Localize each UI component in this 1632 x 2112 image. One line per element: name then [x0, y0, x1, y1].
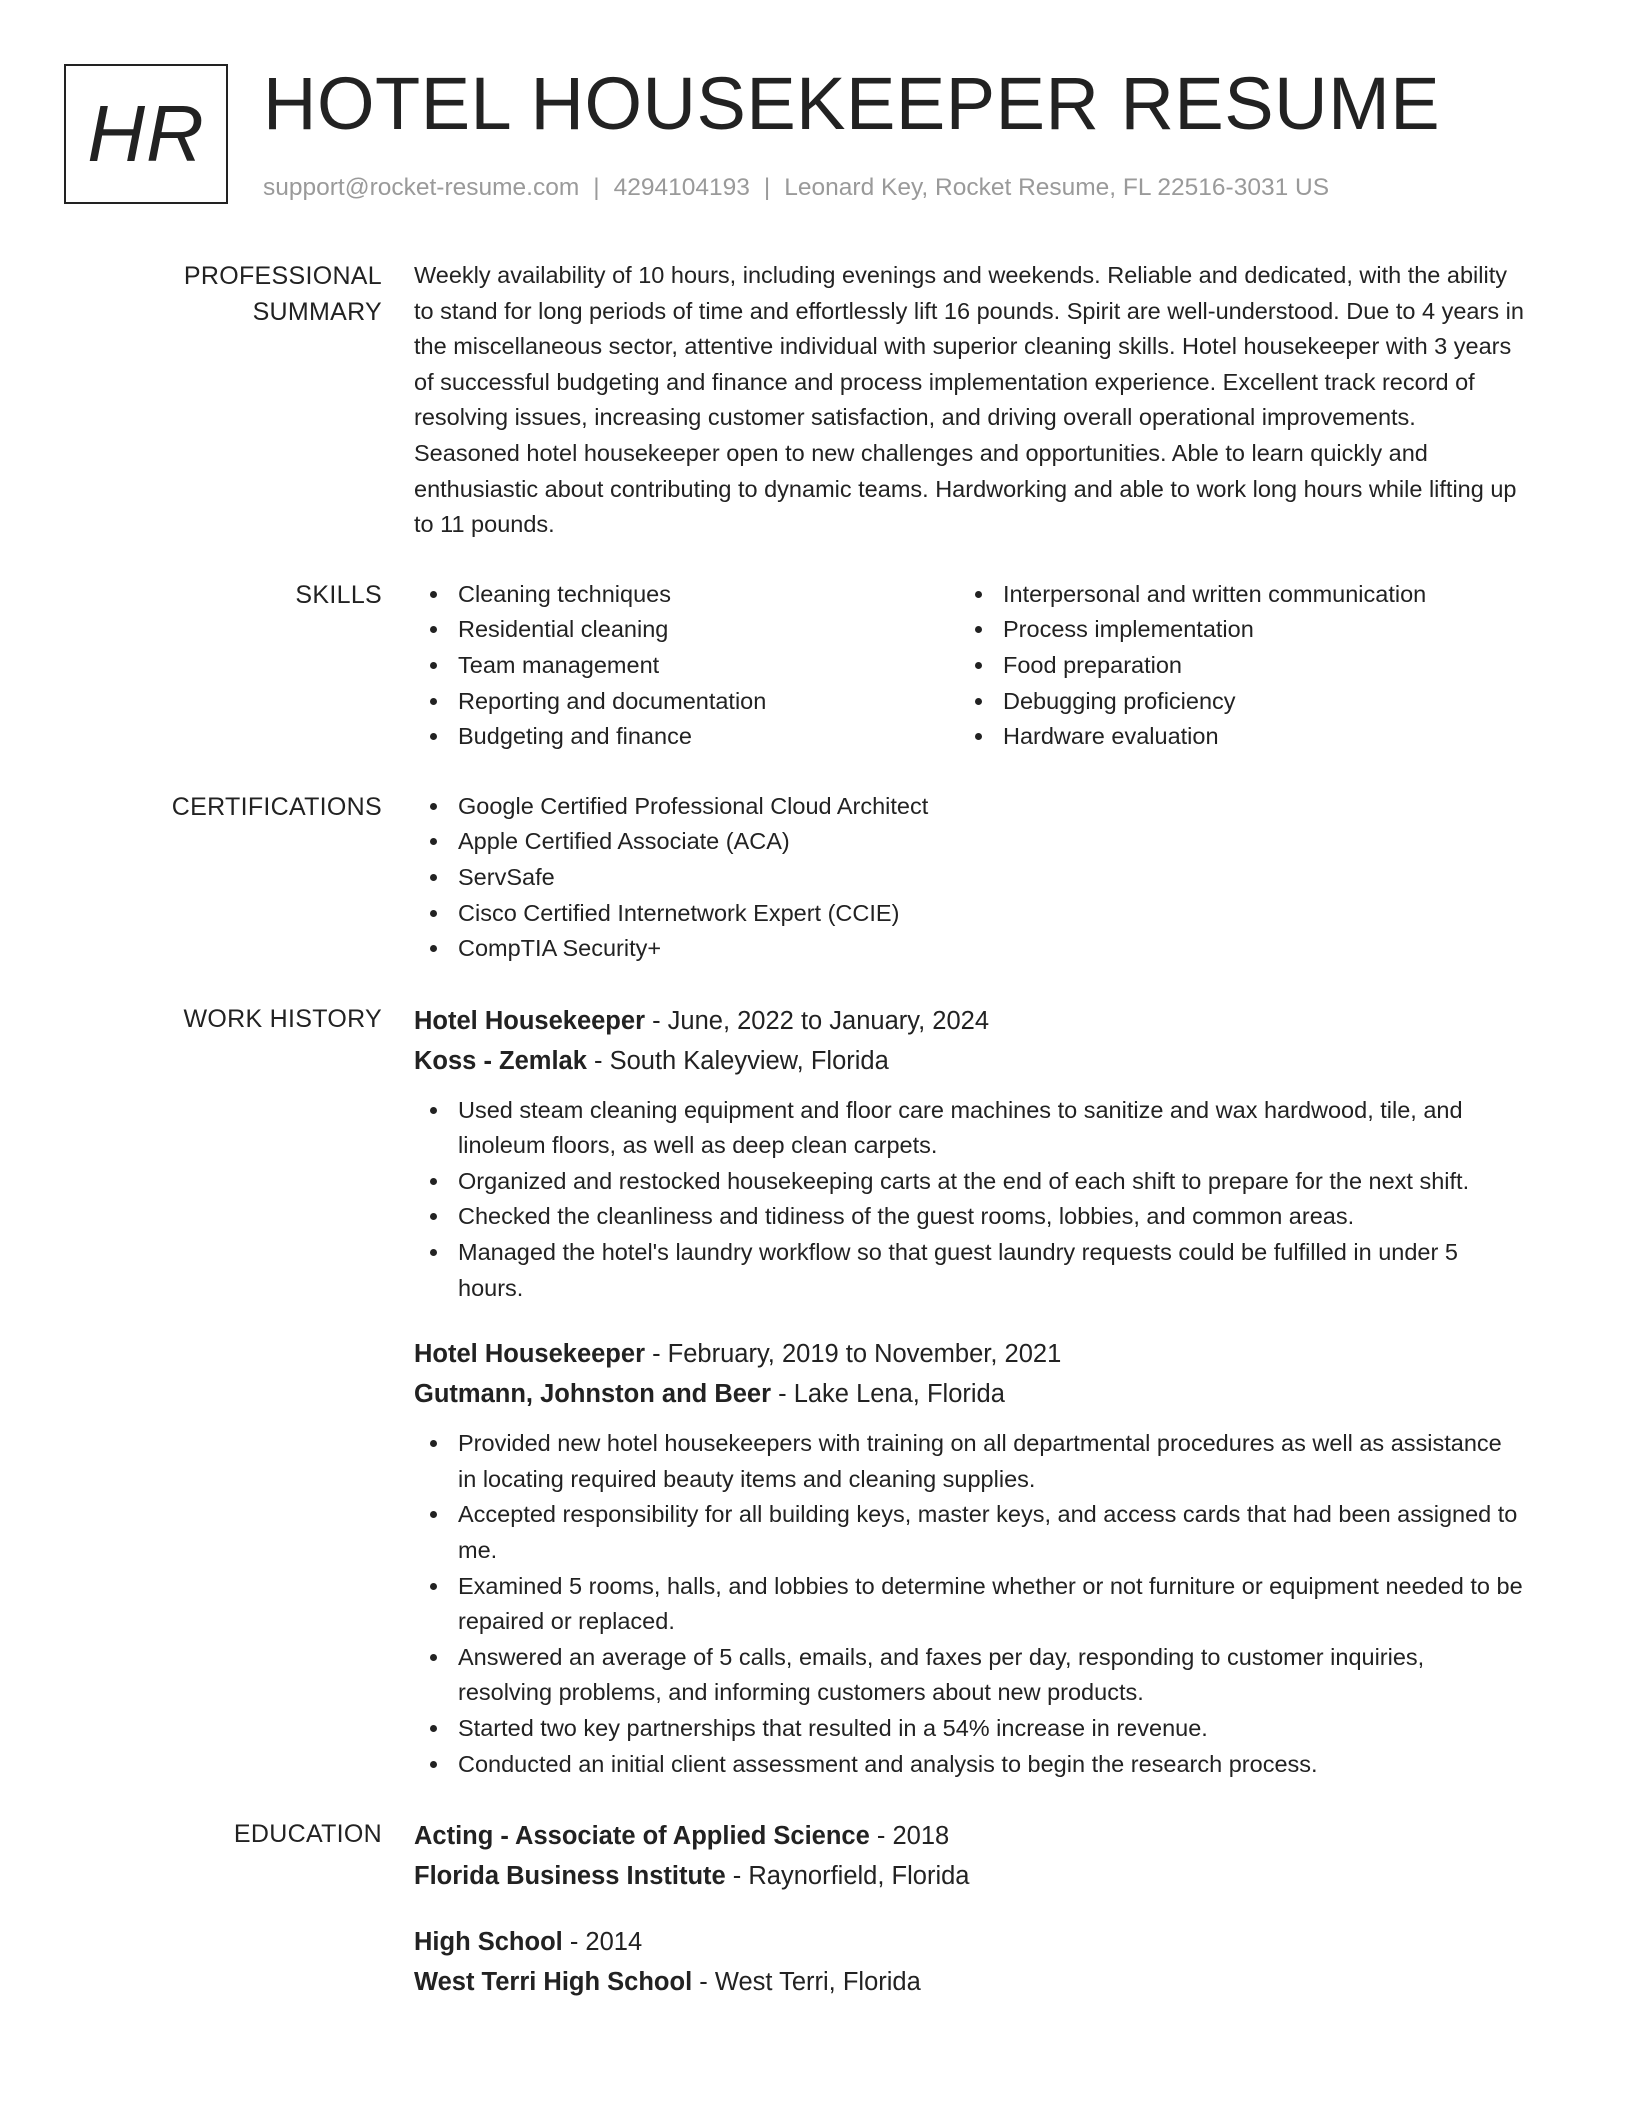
- job-bullets: [414, 1093, 1524, 1307]
- contact-separator: |: [763, 174, 771, 201]
- job-bullet: Used steam cleaning equipment and floor care machines to sanitize and wax hardwood, tile, and linoleum floors, as well as deep clean carpets.: [414, 1093, 1524, 1164]
- resume-content: [64, 258, 1574, 2036]
- section-skills: [64, 577, 1574, 755]
- summary-text: Weekly availability of 10 hours, including evenings and weekends. Reliable and dedicated, with the ability to stand for long periods of time and effortlessly lift 16 pounds. Spirit are well-understood. Due to 4 years in the miscellaneous sector, attentive individual with superior cleaning skills. Hotel housekeeper with 3 years of successful budgeting and finance and process implementation experience. Excellent track record of resolving issues, increasing customer satisfaction, and driving overall operational improvements. Seasoned hotel housekeeper open to new challenges and opportunities. Able to learn quickly and enthusiastic about contributing to dynamic teams. Hardworking and able to work long hours while lifting up to 11 pounds.: [414, 262, 1524, 538]
- certifications-list: [414, 789, 1524, 967]
- section-professional-summary: [64, 258, 1574, 543]
- resume-header: [64, 64, 1564, 214]
- job-title: Hotel Housekeeper: [414, 1340, 645, 1369]
- skill-item: Reporting and documentation: [414, 684, 959, 720]
- section-label: SKILLS: [295, 580, 382, 609]
- section-label: CERTIFICATIONS: [171, 792, 382, 821]
- skill-item: Residential cleaning: [414, 612, 959, 648]
- monogram-logo: HR: [64, 64, 228, 204]
- contact-address: Leonard Key, Rocket Resume, FL 22516-3031 US: [784, 174, 1330, 201]
- education-school: West Terri High School: [414, 1968, 693, 1997]
- education-school-line: [414, 1962, 1524, 2002]
- job-dates: - February, 2019 to November, 2021: [645, 1340, 1062, 1369]
- skill-item: Process implementation: [959, 612, 1504, 648]
- education-degree: High School: [414, 1928, 563, 1957]
- job-dates: - June, 2022 to January, 2024: [645, 1006, 990, 1035]
- job-bullet: Checked the cleanliness and tidiness of the guest rooms, lobbies, and common areas.: [414, 1199, 1524, 1235]
- education-degree-line: [414, 1816, 1524, 1856]
- section-body: [414, 789, 1524, 967]
- education-year: - 2014: [562, 1928, 643, 1957]
- job-title-line: [414, 1001, 1524, 1041]
- certification-item: Cisco Certified Internetwork Expert (CCIE): [414, 896, 1524, 932]
- section-body: [414, 1816, 1524, 2002]
- skill-item: Cleaning techniques: [414, 577, 959, 613]
- education-entry: [414, 1816, 1524, 1896]
- job-company: Koss - Zemlak: [414, 1046, 587, 1075]
- section-education: [64, 1816, 1574, 2002]
- education-location: - West Terri, Florida: [692, 1968, 921, 1997]
- education-location: - Raynorfield, Florida: [725, 1862, 970, 1891]
- skill-item: Budgeting and finance: [414, 719, 959, 755]
- job-bullet: Conducted an initial client assessment and analysis to begin the research process.: [414, 1747, 1524, 1783]
- job-title-line: [414, 1334, 1524, 1374]
- job-location: - Lake Lena, Florida: [771, 1380, 1005, 1409]
- section-body: [414, 577, 1524, 755]
- job-bullet: Examined 5 rooms, halls, and lobbies to determine whether or not furniture or equipment needed to be repaired or replaced.: [414, 1569, 1524, 1640]
- job-bullet: Organized and restocked housekeeping carts at the end of each shift to prepare for the next shift.: [414, 1164, 1524, 1200]
- skill-item: Debugging proficiency: [959, 684, 1504, 720]
- job-bullet: Managed the hotel's laundry workflow so that guest laundry requests could be fulfilled in under 5 hours.: [414, 1235, 1524, 1306]
- job-entry: [414, 1334, 1524, 1782]
- contact-email[interactable]: support@rocket-resume.com: [263, 174, 580, 201]
- job-company-line: [414, 1374, 1524, 1414]
- certification-item: Apple Certified Associate (ACA): [414, 824, 1524, 860]
- job-company: Gutmann, Johnston and Beer: [414, 1380, 772, 1409]
- education-entry: [414, 1922, 1524, 2002]
- resume-title: HOTEL HOUSEKEEPER RESUME: [263, 62, 1441, 145]
- contact-phone[interactable]: 4294104193: [613, 174, 750, 201]
- section-label: PROFESSIONAL SUMMARY: [183, 262, 382, 326]
- skill-item: Hardware evaluation: [959, 719, 1504, 755]
- education-degree: Acting - Associate of Applied Science: [414, 1822, 870, 1851]
- skill-item: Interpersonal and written communication: [959, 577, 1504, 613]
- skill-item: Food preparation: [959, 648, 1504, 684]
- job-bullets: [414, 1426, 1524, 1782]
- section-body: [414, 258, 1524, 543]
- job-title: Hotel Housekeeper: [414, 1006, 645, 1035]
- section-certifications: [64, 789, 1574, 967]
- contact-line: [263, 174, 1329, 202]
- job-bullet: Provided new hotel housekeepers with training on all departmental procedures as well as assistance in locating required beauty items and cleaning supplies.: [414, 1426, 1524, 1497]
- section-label: EDUCATION: [233, 1820, 382, 1849]
- education-year: - 2018: [869, 1822, 950, 1851]
- section-label: WORK HISTORY: [183, 1004, 382, 1033]
- job-bullet: Answered an average of 5 calls, emails, and faxes per day, responding to customer inquiries, resolving problems, and informing customers about new products.: [414, 1640, 1524, 1711]
- skills-list: [414, 577, 1524, 755]
- contact-separator: |: [593, 174, 600, 201]
- job-entry: [414, 1001, 1524, 1307]
- section-body: [414, 1001, 1524, 1783]
- education-school-line: [414, 1856, 1524, 1896]
- job-bullet: Started two key partnerships that resulted in a 54% increase in revenue.: [414, 1711, 1524, 1747]
- section-work-history: [64, 1001, 1574, 1783]
- job-company-line: [414, 1041, 1524, 1081]
- skill-item: Team management: [414, 648, 959, 684]
- education-degree-line: [414, 1922, 1524, 1962]
- certification-item: Google Certified Professional Cloud Architect: [414, 789, 1524, 825]
- education-school: Florida Business Institute: [414, 1862, 726, 1891]
- job-location: - South Kaleyview, Florida: [586, 1046, 889, 1075]
- certification-item: ServSafe: [414, 860, 1524, 896]
- job-bullet: Accepted responsibility for all building keys, master keys, and access cards that had been assigned to me.: [414, 1497, 1524, 1568]
- certification-item: CompTIA Security+: [414, 931, 1524, 967]
